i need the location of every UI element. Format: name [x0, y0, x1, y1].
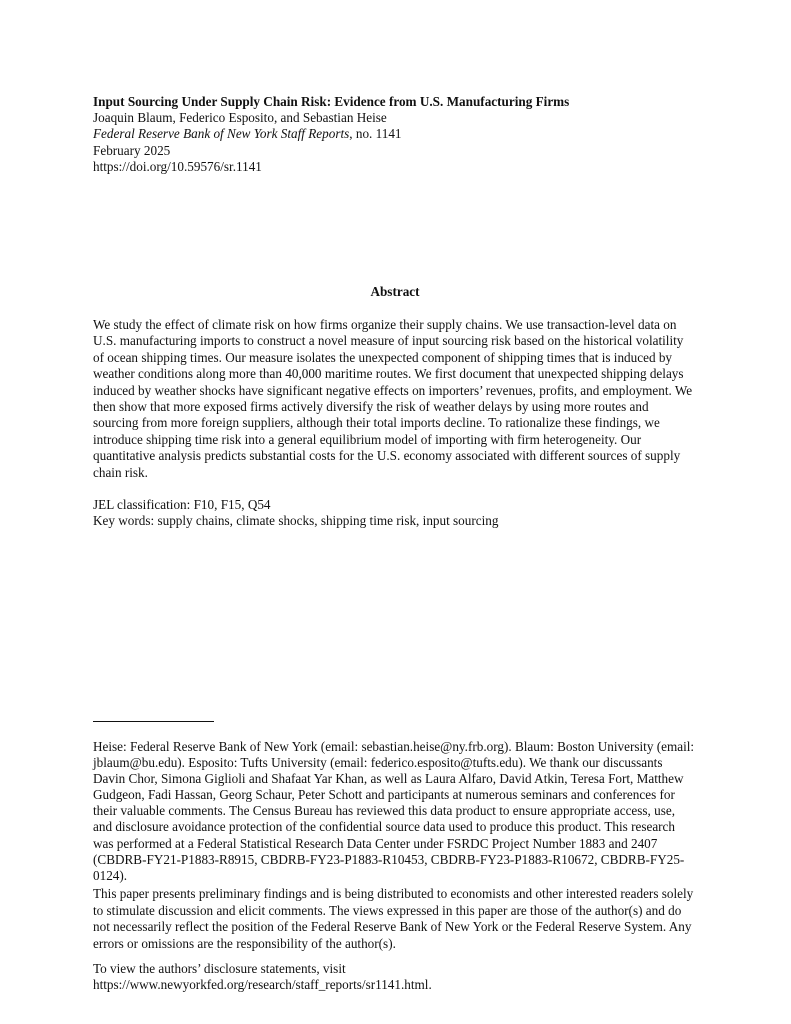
keywords: Key words: supply chains, climate shocks, shipping time risk, input sourcing — [93, 513, 499, 529]
series-number: , no. 1141 — [349, 126, 402, 142]
disclosure-link[interactable]: https://www.newyorkfed.org/research/staff_reports/sr1141.html. — [93, 977, 432, 992]
paper-doi[interactable]: https://doi.org/10.59576/sr.1141 — [93, 158, 262, 174]
footnote-affiliations: Heise: Federal Reserve Bank of New York (email: sebastian.heise@ny.frb.org). Blaum: Boston University (email: jblaum@bu.edu). Esposito: Tufts University (email: federico.esposito@tufts.edu). We thank our discussants Davin Chor, Simona Giglioli and Shafaat Yar Khan, as well as Laura Alfaro, David Atkin, Teresa Fort, Matthew Gudgeon, Fadi Hassan, Georg Schaur, Peter Schott and participants at numerous seminars and conferences for their valuable comments. The Census Bureau has reviewed this data product to ensure appropriate access, use, and disclosure avoidance protection of the confidential source data used to produce this product. This research was performed at a Federal Statistical Research Data Center under FSRDC Project Number 1883 and 2407 (CBDRB-FY21-P1883-R8915, CBDRB-FY23-P1883-R10453, CBDRB-FY23-P1883-R10672, CBDRB-FY25-0124). — [93, 739, 695, 883]
disclosure-text: To view the authors’ disclosure statements, visit — [93, 961, 346, 976]
jel-classification: JEL classification: F10, F15, Q54 — [93, 497, 271, 512]
paper-date: February 2025 — [93, 142, 171, 158]
footnote-divider — [93, 721, 214, 722]
paper-title: Input Sourcing Under Supply Chain Risk: Evidence from U.S. Manufacturing Firms — [93, 94, 570, 109]
footnote-disclosure — [93, 961, 703, 993]
paper-header — [93, 94, 703, 175]
abstract-text: We study the effect of climate risk on how firms organize their supply chains. We use transaction-level data on U.S. manufacturing imports to construct a novel measure of input sourcing risk based on the historical volatility of ocean shipping times. Our measure isolates the unexpected component of shipping times that is induced by weather conditions along more than 40,000 maritime routes. We first document that unexpected shipping delays induced by weather shocks have significant negative effects on importers’ revenues, profits, and employment. We then show that more exposed firms actively diversify the risk of weather delays by using more routes and sourcing from more foreign suppliers, although their total imports decline. To rationalize these findings, we introduce shipping time risk into a general equilibrium model of importing with firm heterogeneity. Our quantitative analysis predicts substantial costs for the U.S. economy associated with different sources of supply chain risk. — [93, 317, 693, 480]
classification — [93, 497, 703, 530]
series-name: Federal Reserve Bank of New York Staff Reports — [93, 126, 350, 142]
paper-series — [93, 126, 703, 142]
footnote-disclaimer: This paper presents preliminary findings and is being distributed to economists and other interested readers solely to stimulate discussion and elicit comments. The views expressed in this paper are those of the author(s) and do not necessarily reflect the position of the Federal Reserve Bank of New York or the Federal Reserve System. Any errors or omissions are the responsibility of the author(s). — [93, 886, 694, 951]
abstract-heading: Abstract — [370, 284, 420, 299]
paper-authors: Joaquin Blaum, Federico Esposito, and Sebastian Heise — [93, 110, 387, 126]
